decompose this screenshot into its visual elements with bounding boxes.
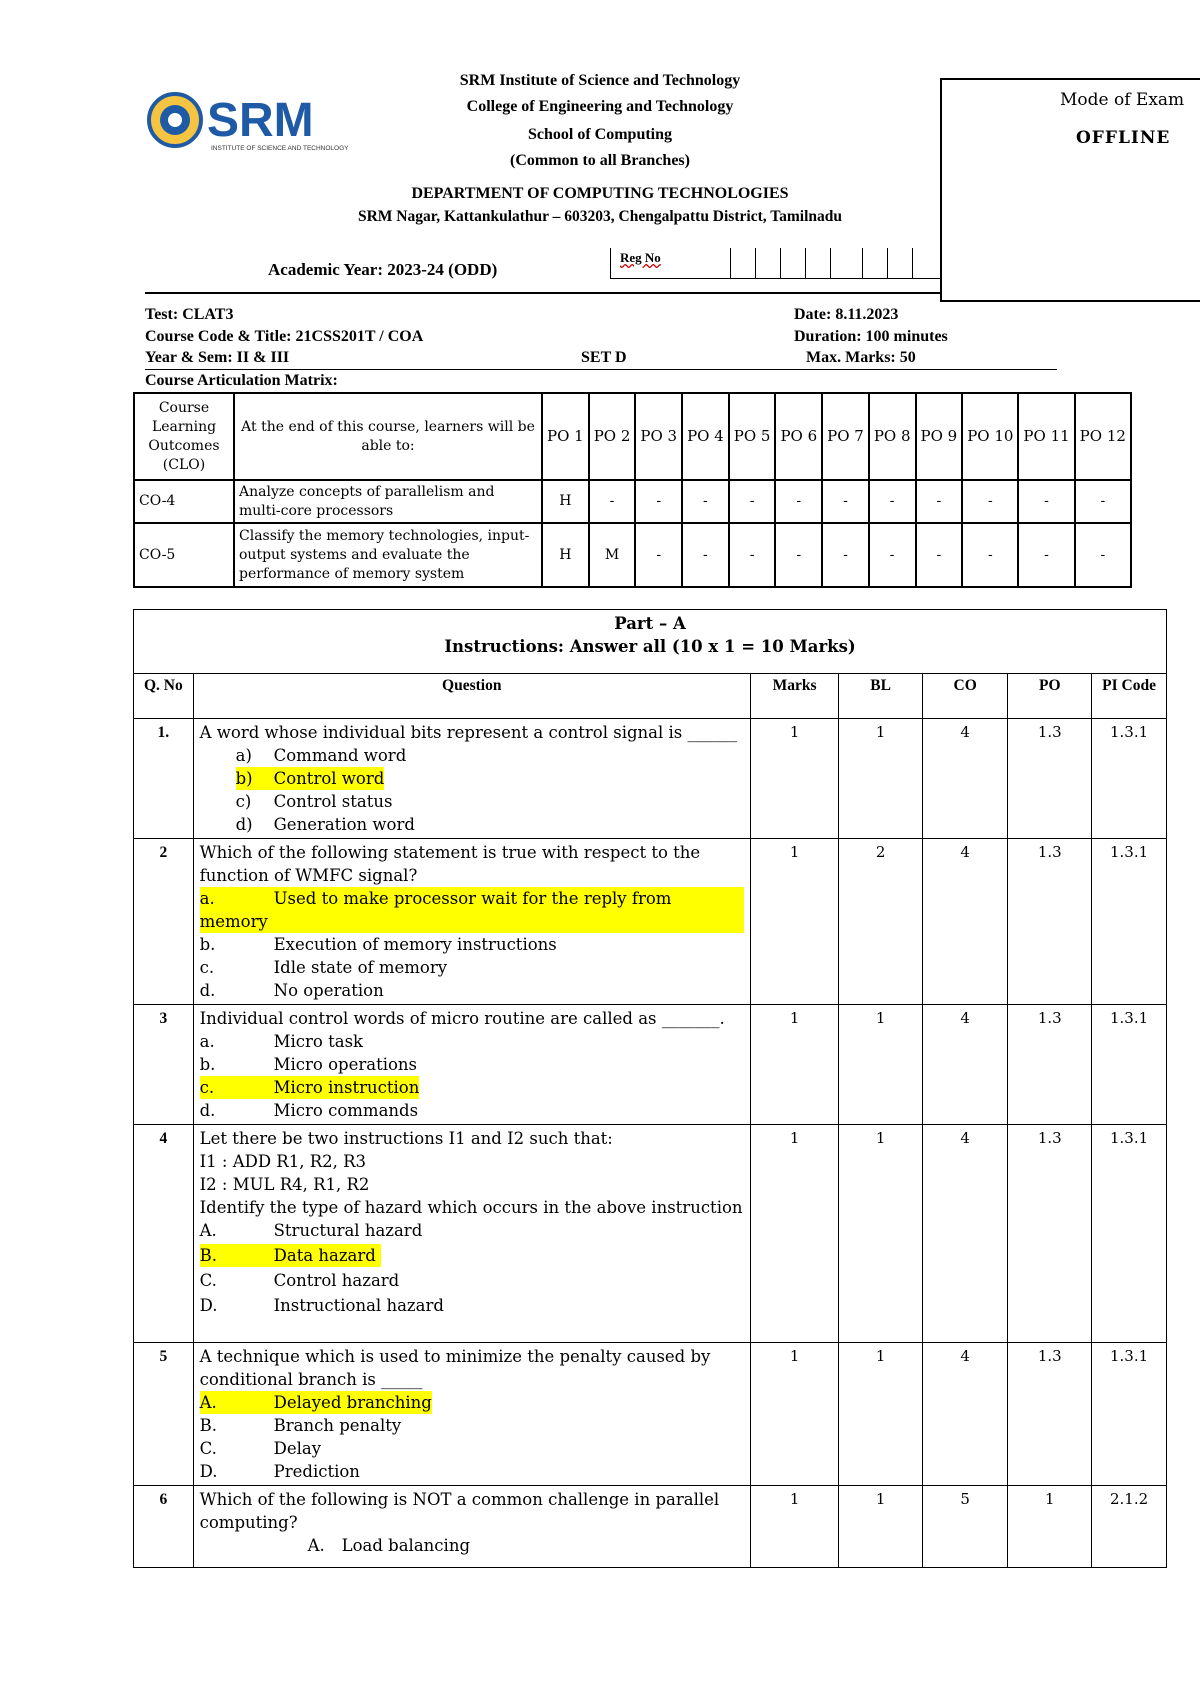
marks-value: 1 <box>750 839 838 1005</box>
option: c. Idle state of memory <box>199 958 448 977</box>
po-value: - <box>729 480 776 523</box>
question-row <box>134 1486 1167 1568</box>
po-value: - <box>869 523 916 587</box>
qno-header: Q. No <box>134 674 194 719</box>
question-text: Individual control words of micro routine are called as _______. <box>199 1009 725 1028</box>
po-value: M <box>589 523 636 587</box>
matrix-row <box>134 523 1131 587</box>
bl-value: 1 <box>839 1125 923 1343</box>
max-marks: Max. Marks: 50 <box>806 349 916 366</box>
co-id: CO-5 <box>134 523 234 587</box>
question-number: 2 <box>134 839 194 1005</box>
question-text-line: Identify the type of hazard which occurs in the above instruction <box>199 1198 743 1217</box>
question-header: Question <box>193 674 750 719</box>
address: SRM Nagar, Kattankulathur – 603203, Chengalpattu District, Tamilnadu <box>357 208 843 225</box>
pi-value: 1.3.1 <box>1092 1125 1167 1343</box>
po-value: - <box>916 523 963 587</box>
option: a) Command word <box>235 746 407 765</box>
option: D. Prediction <box>199 1462 360 1481</box>
po-header: PO 4 <box>682 393 729 480</box>
question-text: A technique which is used to minimize the penalty caused by conditional branch is _____ <box>199 1347 711 1389</box>
info-divider <box>145 369 1057 370</box>
po-value: 1.3 <box>1008 1005 1092 1125</box>
school-name: School of Computing <box>527 126 673 143</box>
question-cell <box>193 719 750 839</box>
po-value: 1 <box>1008 1486 1092 1568</box>
marks-value: 1 <box>750 1343 838 1486</box>
po-header: PO 6 <box>775 393 822 480</box>
question-number: 3 <box>134 1005 194 1125</box>
co-value: 4 <box>922 839 1008 1005</box>
co-value: 4 <box>922 1005 1008 1125</box>
marks-value: 1 <box>750 1486 838 1568</box>
option-correct: A. Delayed branching <box>199 1393 432 1412</box>
bl-value: 1 <box>839 1343 923 1486</box>
reg-no-cell <box>755 248 756 278</box>
pi-header: PI Code <box>1092 674 1167 719</box>
option-correct: b) Control word <box>235 769 385 788</box>
college-name: College of Engineering and Technology <box>466 98 734 115</box>
clo-header: Course Learning Outcomes (CLO) <box>134 393 234 480</box>
po-value: - <box>869 480 916 523</box>
option: a. Micro task <box>199 1032 364 1051</box>
matrix-header-row <box>134 393 1131 480</box>
logo-wordmark: SRM <box>207 94 314 147</box>
po-header: PO 11 <box>1018 393 1074 480</box>
po-value: H <box>542 523 589 587</box>
part-a-instructions: Instructions: Answer all (10 x 1 = 10 Marks) <box>444 637 856 656</box>
question-text-line: I2 : MUL R4, R1, R2 <box>199 1175 370 1194</box>
po-value: - <box>1018 480 1074 523</box>
option: d. No operation <box>199 981 384 1000</box>
po-value: - <box>775 523 822 587</box>
option: d) Generation word <box>235 815 415 834</box>
reg-no-cell <box>805 248 806 278</box>
institute-name: SRM Institute of Science and Technology <box>459 72 741 89</box>
mode-of-exam-value: OFFLINE <box>1076 128 1171 148</box>
co-value: 5 <box>922 1486 1008 1568</box>
part-a-title: Part – A <box>614 614 686 633</box>
question-number: 1. <box>134 719 194 839</box>
po-value: - <box>962 480 1018 523</box>
po-header: PO 5 <box>729 393 776 480</box>
po-header: PO 3 <box>635 393 682 480</box>
question-number: 6 <box>134 1486 194 1568</box>
question-row <box>134 719 1167 839</box>
option: C. Control hazard <box>199 1271 400 1290</box>
part-a-heading <box>134 610 1167 674</box>
option: B. Branch penalty <box>199 1416 402 1435</box>
question-text: Which of the following statement is true with respect to the function of WMFC signal? <box>199 843 701 885</box>
reg-no-cell <box>887 248 888 278</box>
option: D. Instructional hazard <box>199 1296 444 1315</box>
question-cell <box>193 1005 750 1125</box>
po-value: - <box>589 480 636 523</box>
po-value: - <box>1075 480 1131 523</box>
marks-value: 1 <box>750 719 838 839</box>
bl-header: BL <box>839 674 923 719</box>
po-header: PO 10 <box>962 393 1018 480</box>
co-id: CO-4 <box>134 480 234 523</box>
po-value: - <box>1075 523 1131 587</box>
bl-value: 1 <box>839 719 923 839</box>
question-row <box>134 1343 1167 1486</box>
articulation-matrix <box>133 392 1132 588</box>
option: b. Execution of memory instructions <box>199 935 557 954</box>
po-value: - <box>682 480 729 523</box>
question-row <box>134 1125 1167 1343</box>
academic-year: Academic Year: 2023-24 (ODD) <box>268 260 498 279</box>
reg-no-cell <box>862 248 863 278</box>
question-text: Which of the following is NOT a common challenge in parallel computing? <box>199 1490 720 1532</box>
po-value: 1.3 <box>1008 719 1092 839</box>
part-a-table <box>133 609 1167 1568</box>
matrix-title: Course Articulation Matrix: <box>145 372 338 389</box>
bl-value: 2 <box>839 839 923 1005</box>
question-cell <box>193 1125 750 1343</box>
reg-no-cell <box>780 248 781 278</box>
co-value: 4 <box>922 1125 1008 1343</box>
po-header: PO 9 <box>916 393 963 480</box>
question-cell <box>193 1486 750 1568</box>
logo-subtext: INSTITUTE OF SCIENCE AND TECHNOLOGY <box>211 145 349 152</box>
option: A. Structural hazard <box>199 1221 423 1240</box>
question-text-line: I1 : ADD R1, R2, R3 <box>199 1152 367 1171</box>
mode-of-exam-box <box>940 78 1200 302</box>
question-row <box>134 839 1167 1005</box>
option-correct: B. Data hazard <box>200 1244 744 1267</box>
po-header: PO 8 <box>869 393 916 480</box>
test-date: Date: 8.11.2023 <box>794 306 899 323</box>
po-value: - <box>635 480 682 523</box>
po-value: - <box>962 523 1018 587</box>
po-value: 1.3 <box>1008 1125 1092 1343</box>
part-a-heading-row <box>134 610 1167 674</box>
po-header: PO 7 <box>822 393 869 480</box>
question-text: Let there be two instructions I1 and I2 such that: <box>199 1129 613 1148</box>
option: A. Load balancing <box>307 1536 471 1555</box>
option: C. Delay <box>199 1439 322 1458</box>
reg-no-label: Reg No <box>620 250 661 265</box>
co-value: 4 <box>922 1343 1008 1486</box>
question-cell <box>193 1343 750 1486</box>
po-value: - <box>775 480 822 523</box>
co-desc: Classify the memory technologies, input-output systems and evaluate the performance of memory system <box>234 523 542 587</box>
test-name: Test: CLAT3 <box>145 306 234 323</box>
reg-no-cell <box>730 248 731 278</box>
department-name: DEPARTMENT OF COMPUTING TECHNOLOGIES <box>411 185 789 202</box>
po-header: PO 1 <box>542 393 589 480</box>
po-value: - <box>635 523 682 587</box>
po-header: PO 2 <box>589 393 636 480</box>
option-correct: a. Used to make processor wait for the reply from memory <box>200 887 744 933</box>
question-row <box>134 1005 1167 1125</box>
question-number: 4 <box>134 1125 194 1343</box>
marks-value: 1 <box>750 1125 838 1343</box>
bl-value: 1 <box>839 1005 923 1125</box>
duration: Duration: 100 minutes <box>794 328 948 345</box>
co-desc: Analyze concepts of parallelism and multi-core processors <box>234 480 542 523</box>
column-header-row <box>134 674 1167 719</box>
pi-value: 1.3.1 <box>1092 1343 1167 1486</box>
po-value: H <box>542 480 589 523</box>
po-value: - <box>822 480 869 523</box>
set-code: SET D <box>581 349 627 366</box>
pi-value: 2.1.2 <box>1092 1486 1167 1568</box>
marks-value: 1 <box>750 1005 838 1125</box>
po-value: 1.3 <box>1008 1343 1092 1486</box>
pi-value: 1.3.1 <box>1092 839 1167 1005</box>
co-value: 4 <box>922 719 1008 839</box>
pi-value: 1.3.1 <box>1092 719 1167 839</box>
mode-of-exam-label: Mode of Exam <box>1060 90 1185 110</box>
matrix-row <box>134 480 1131 523</box>
question-number: 5 <box>134 1343 194 1486</box>
option: d. Micro commands <box>199 1101 419 1120</box>
reg-no-cell <box>830 248 831 278</box>
pi-value: 1.3.1 <box>1092 1005 1167 1125</box>
po-value: - <box>682 523 729 587</box>
option: b. Micro operations <box>199 1055 418 1074</box>
po-value: - <box>822 523 869 587</box>
common-note: (Common to all Branches) <box>510 152 690 169</box>
po-header: PO <box>1008 674 1092 719</box>
desc-header: At the end of this course, learners will be able to: <box>234 393 542 480</box>
po-value: - <box>916 480 963 523</box>
question-text: A word whose individual bits represent a control signal is ______ <box>199 723 738 742</box>
question-cell <box>193 839 750 1005</box>
year-sem: Year & Sem: II & III <box>145 349 290 366</box>
po-value: - <box>729 523 776 587</box>
option: c) Control status <box>235 792 393 811</box>
bl-value: 1 <box>839 1486 923 1568</box>
co-header: CO <box>922 674 1008 719</box>
header-divider <box>145 292 940 294</box>
po-value: 1.3 <box>1008 839 1092 1005</box>
reg-no-cell <box>912 248 913 278</box>
po-header: PO 12 <box>1075 393 1131 480</box>
po-value: - <box>1018 523 1074 587</box>
option-correct: c. Micro instruction <box>199 1078 420 1097</box>
marks-header: Marks <box>750 674 838 719</box>
course-title: Course Code & Title: 21CSS201T / COA <box>145 328 424 345</box>
